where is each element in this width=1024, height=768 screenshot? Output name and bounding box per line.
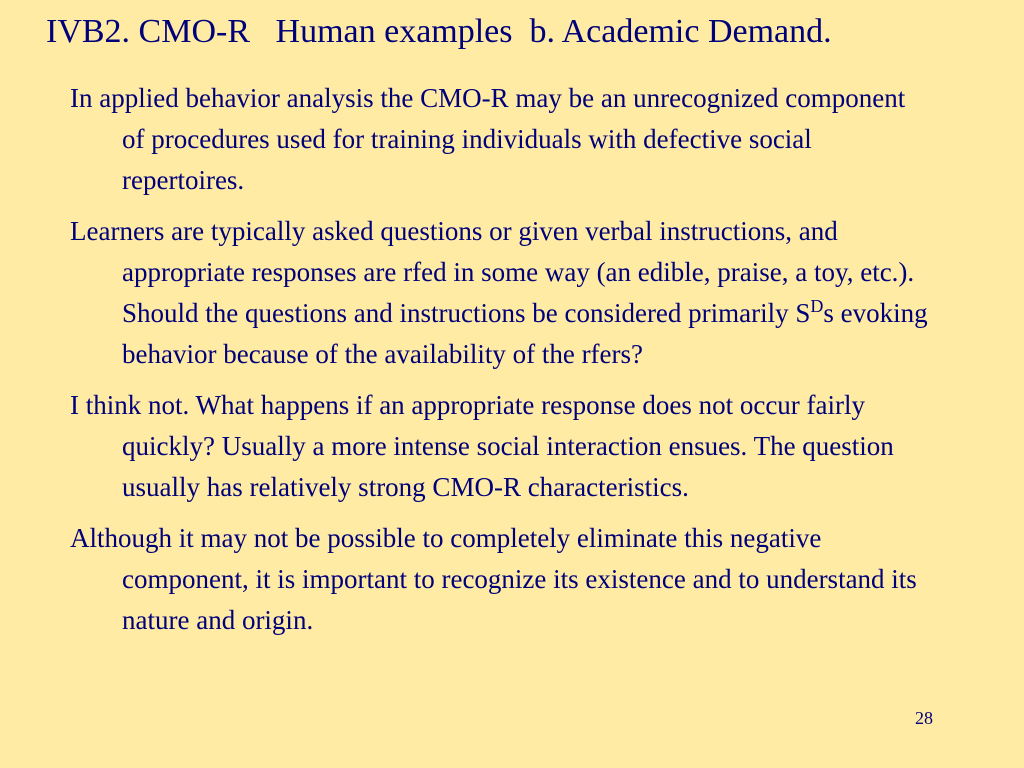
- paragraph-4: Although it may not be possible to completely eliminate this negative component, it is important to recognize its existence and to understand its nature and origin.: [70, 523, 917, 635]
- paragraph-2-text-end: s evoking behavior because of the availability of the rfers?: [122, 298, 928, 369]
- slide-title: IVB2. CMO-R Human examples b. Academic Demand.: [46, 13, 832, 50]
- superscript-d: D: [810, 296, 824, 316]
- paragraph-2: [70, 211, 930, 375]
- paragraph-3: I think not. What happens if an appropriate response does not occur fairly quickly? Usually a more intense social interaction ensues. The question usually has relatively strong CMO-R characteristics.: [70, 390, 894, 502]
- paragraph-2-text-start: Learners are typically asked questions or given verbal instructions, and appropriate responses are rfed in some way (an edible, praise, a toy, etc.). Should the questions and instructions be considered primarily S: [70, 216, 915, 328]
- paragraph-1: In applied behavior analysis the CMO-R may be an unrecognized component of procedures used for training individuals with defective social repertoires.: [70, 83, 906, 195]
- page-number: 28: [915, 708, 933, 728]
- slide-body: [70, 78, 930, 651]
